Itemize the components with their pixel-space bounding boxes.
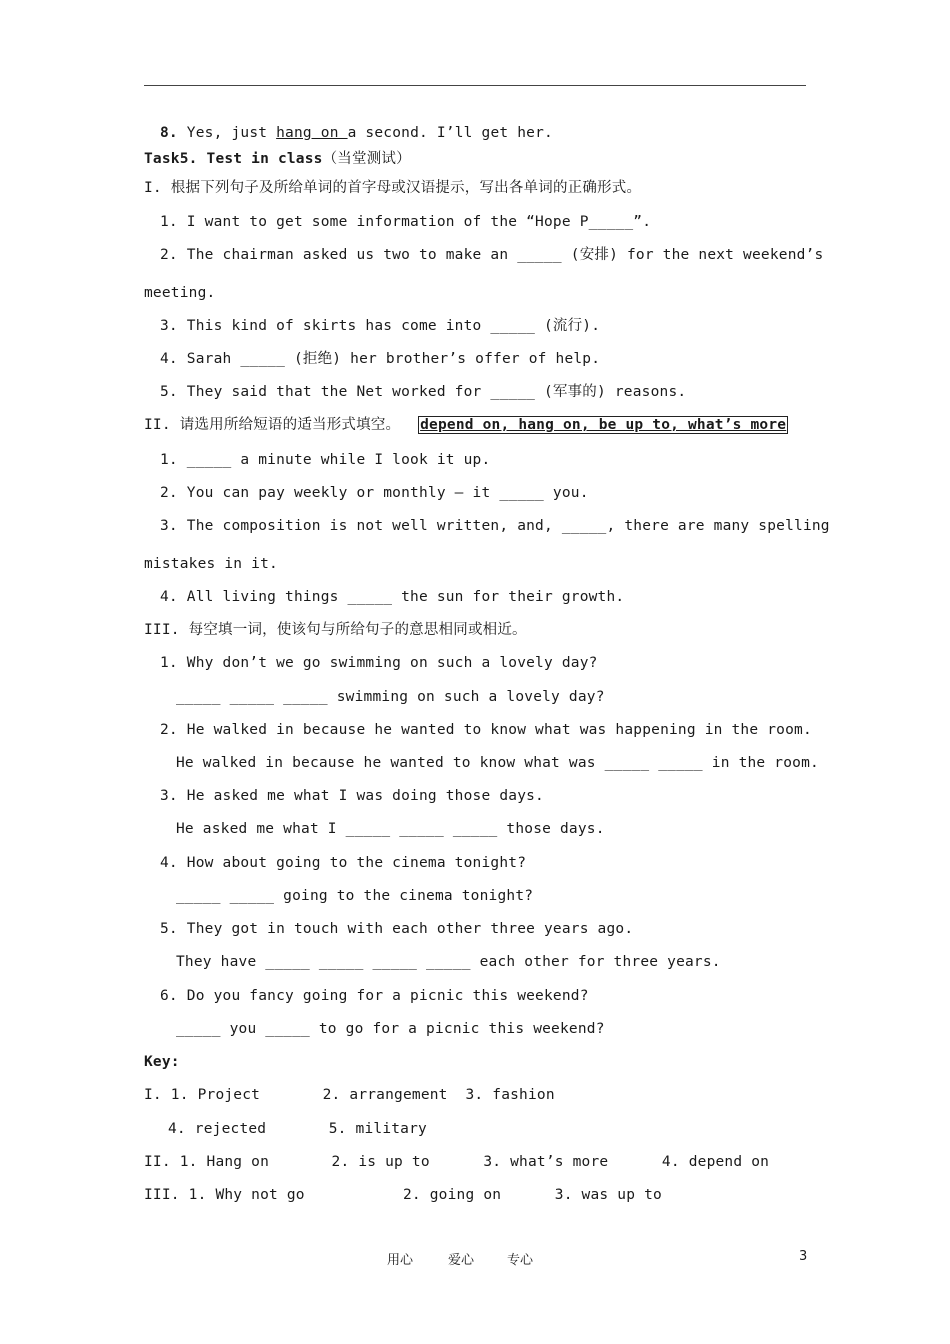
section-3-rewrite: They have _____ _____ _____ _____ each other for three years.: [176, 954, 721, 970]
section-3-rewrite: _____ _____ _____ swimming on such a lovely day?: [176, 689, 605, 705]
section-1-heading: I. 根据下列句子及所给单词的首字母或汉语提示，写出各单词的正确形式。: [144, 180, 642, 196]
section-2-heading: [144, 416, 788, 434]
section-2-item-continued: mistakes in it.: [144, 556, 278, 572]
section-1-item: 4. Sarah _____ (拒绝) her brother’s offer of help.: [160, 351, 601, 367]
footer-motto-1: 用心: [387, 1253, 414, 1268]
phrase-box: depend on, hang on, be up to, what’s more: [420, 417, 787, 433]
section-3-heading: III. 每空填一词，使该句与所给句子的意思相同或相近。: [144, 622, 527, 638]
footer-motto-3: 专心: [507, 1253, 534, 1268]
key-row: I. 1. Project 2. arrangement 3. fashion: [144, 1087, 555, 1103]
section-2-item: 2. You can pay weekly or monthly — it _____ you.: [160, 485, 589, 501]
question-8: [160, 124, 553, 142]
task-subtitle: （当堂测试）: [322, 151, 411, 167]
task5-heading: [144, 150, 411, 168]
header-rule: [144, 85, 806, 86]
section-3-item: 1. Why don’t we go swimming on such a lovely day?: [160, 655, 598, 671]
section-1-item: 1. I want to get some information of the “Hope P_____”.: [160, 214, 652, 230]
section-3-rewrite: _____ _____ going to the cinema tonight?: [176, 888, 534, 904]
key-row: II. 1. Hang on 2. is up to 3. what’s more 4. depend on: [144, 1154, 770, 1170]
task-title: Task5. Test in class: [144, 151, 323, 167]
section-3-item: 2. He walked in because he wanted to know what was happening in the room.: [160, 722, 812, 738]
section-3-item: 4. How about going to the cinema tonight?: [160, 855, 527, 871]
section-1-item-continued: meeting.: [144, 285, 216, 301]
page-number: 3: [799, 1249, 808, 1264]
section-3-item: 5. They got in touch with each other three years ago.: [160, 921, 634, 937]
section-2-item: 4. All living things _____ the sun for their growth.: [160, 589, 625, 605]
section-2-item: 3. The composition is not well written, and, _____, there are many spelling: [160, 518, 830, 534]
section-1-item: 5. They said that the Net worked for _____ (军事的) reasons.: [160, 384, 687, 400]
key-row: 4. rejected 5. military: [168, 1121, 427, 1137]
key-row: III. 1. Why not go 2. going on 3. was up to: [144, 1187, 662, 1203]
question-text: a second. I’ll get her.: [347, 125, 553, 141]
underlined-phrase: hang on: [276, 125, 348, 141]
section-3-rewrite: He walked in because he wanted to know what was _____ _____ in the room.: [176, 755, 819, 771]
section-3-item: 6. Do you fancy going for a picnic this weekend?: [160, 988, 589, 1004]
section-3-item: 3. He asked me what I was doing those days.: [160, 788, 544, 804]
section-1-item: 2. The chairman asked us two to make an _____ (安排) for the next weekend’s: [160, 247, 824, 263]
section-heading-text: II. 请选用所给短语的适当形式填空。: [144, 417, 401, 433]
section-2-item: 1. _____ a minute while I look it up.: [160, 452, 491, 468]
key-heading: Key:: [144, 1054, 180, 1070]
footer-motto-2: 爱心: [448, 1253, 475, 1268]
section-1-item: 3. This kind of skirts has come into _____ (流行).: [160, 318, 601, 334]
question-number: 8.: [160, 125, 178, 141]
question-text: Yes, just: [177, 125, 277, 141]
section-3-rewrite: _____ you _____ to go for a picnic this weekend?: [176, 1021, 605, 1037]
section-3-rewrite: He asked me what I _____ _____ _____ those days.: [176, 821, 605, 837]
